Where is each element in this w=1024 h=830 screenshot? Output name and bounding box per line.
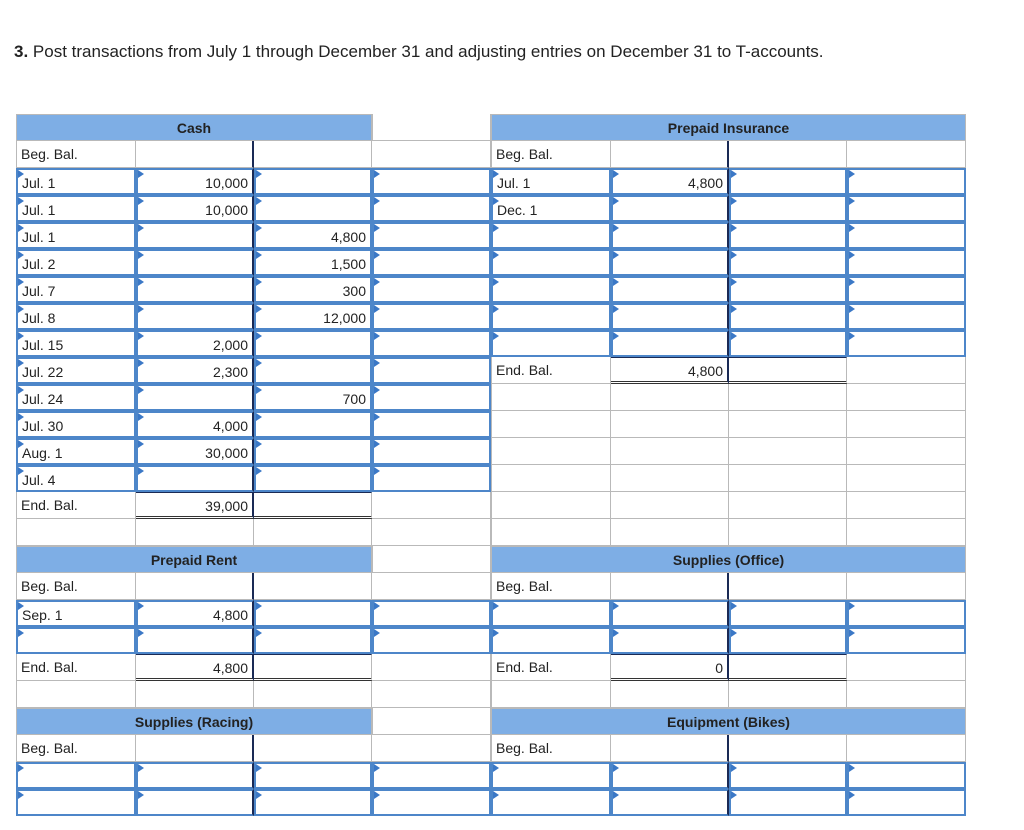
- t-account-row: [16, 141, 988, 168]
- debit-entry-field[interactable]: [611, 249, 729, 276]
- spacer-row: [16, 411, 988, 438]
- row-label: Beg. Bal.: [16, 573, 136, 600]
- credit-amount: [729, 141, 847, 168]
- credit-entry-field[interactable]: [729, 303, 847, 330]
- t-account-row: [16, 573, 988, 600]
- credit-entry-field[interactable]: [729, 249, 847, 276]
- spacer-cell: [491, 411, 611, 438]
- date-entry-field[interactable]: [491, 249, 611, 276]
- debit-amount: 4,800: [611, 357, 729, 384]
- extra-entry-field[interactable]: [847, 249, 966, 276]
- credit-entry-field[interactable]: [729, 330, 847, 357]
- row-label: Beg. Bal.: [16, 735, 136, 762]
- spacer-cell: [491, 438, 611, 465]
- extra-cell: [847, 654, 966, 681]
- t-account-row: [16, 654, 988, 681]
- credit-entry-field[interactable]: [729, 195, 847, 222]
- debit-entry-field[interactable]: [611, 789, 729, 816]
- date-entry-field[interactable]: Dec. 1: [491, 195, 611, 222]
- t-account-row: [16, 735, 988, 762]
- spacer-cell: [847, 492, 966, 519]
- account-title: Equipment (Bikes): [491, 708, 966, 735]
- extra-entry-field[interactable]: [847, 168, 966, 195]
- debit-entry-field[interactable]: [611, 195, 729, 222]
- date-entry-field[interactable]: Jul. 7: [16, 276, 136, 303]
- debit-entry-field[interactable]: 30,000: [136, 438, 254, 465]
- extra-entry-field[interactable]: [847, 276, 966, 303]
- debit-entry-field[interactable]: [611, 222, 729, 249]
- credit-entry-field[interactable]: 300: [254, 276, 372, 303]
- debit-entry-field[interactable]: 10,000: [136, 195, 254, 222]
- credit-entry-field[interactable]: [729, 627, 847, 654]
- credit-entry-field[interactable]: [729, 762, 847, 789]
- spacer-cell: [611, 681, 729, 708]
- extra-entry-field[interactable]: [847, 762, 966, 789]
- date-entry-field[interactable]: Jul. 15: [16, 330, 136, 357]
- spacer-cell: [491, 681, 611, 708]
- date-entry-field[interactable]: [491, 762, 611, 789]
- date-entry-field[interactable]: [491, 276, 611, 303]
- spacer-cell: [729, 519, 847, 546]
- date-entry-field[interactable]: [491, 600, 611, 627]
- extra-entry-field[interactable]: [847, 330, 966, 357]
- debit-entry-field[interactable]: 2,000: [136, 330, 254, 357]
- extra-entry-field[interactable]: [847, 222, 966, 249]
- credit-entry-field[interactable]: [729, 600, 847, 627]
- date-entry-field[interactable]: Jul. 4: [16, 465, 136, 492]
- row-label: End. Bal.: [16, 654, 136, 681]
- account-header-row: [16, 708, 988, 735]
- credit-entry-field[interactable]: 12,000: [254, 303, 372, 330]
- credit-entry-field[interactable]: 1,500: [254, 249, 372, 276]
- t-account-row: [16, 249, 988, 276]
- debit-amount: 4,800: [136, 654, 254, 681]
- spacer-cell: [491, 465, 611, 492]
- spacer-cell: [847, 681, 966, 708]
- debit-entry-field[interactable]: [611, 627, 729, 654]
- debit-entry-field[interactable]: 4,000: [136, 411, 254, 438]
- spacer-cell: [847, 384, 966, 411]
- debit-entry-field[interactable]: 4,800: [136, 600, 254, 627]
- t-account-row: [16, 762, 988, 789]
- extra-cell: [847, 141, 966, 168]
- spacer-cell: [611, 465, 729, 492]
- row-label: Beg. Bal.: [491, 735, 611, 762]
- spacer-cell: [729, 492, 847, 519]
- date-entry-field[interactable]: [491, 330, 611, 357]
- credit-amount: [729, 357, 847, 384]
- t-accounts-worksheet: [16, 114, 988, 830]
- t-account-row: [16, 627, 988, 654]
- question-number: 3.: [14, 42, 29, 61]
- row-label: Beg. Bal.: [16, 141, 136, 168]
- date-entry-field[interactable]: Jul. 1: [16, 195, 136, 222]
- spacer-cell: [491, 384, 611, 411]
- debit-entry-field[interactable]: [611, 600, 729, 627]
- t-account-row: [16, 168, 988, 195]
- t-account-row: [16, 600, 988, 627]
- credit-amount: [729, 654, 847, 681]
- row-label: End. Bal.: [491, 357, 611, 384]
- debit-amount: 39,000: [136, 492, 254, 519]
- date-entry-field[interactable]: Aug. 1: [16, 438, 136, 465]
- debit-entry-field[interactable]: [611, 303, 729, 330]
- t-account-row: [16, 195, 988, 222]
- spacer-cell: [847, 411, 966, 438]
- spacer-cell: [491, 519, 611, 546]
- spacer-row: [16, 438, 988, 465]
- account-title: Prepaid Rent: [16, 546, 372, 573]
- credit-amount: [729, 573, 847, 600]
- extra-entry-field[interactable]: [847, 627, 966, 654]
- spacer-cell: [729, 681, 847, 708]
- date-entry-field[interactable]: Jul. 8: [16, 303, 136, 330]
- credit-amount: [729, 735, 847, 762]
- t-account-row: [16, 330, 988, 357]
- date-entry-field[interactable]: Jul. 22: [16, 357, 136, 384]
- spacer-cell: [611, 384, 729, 411]
- account-title: Cash: [16, 114, 372, 141]
- date-entry-field[interactable]: [491, 627, 611, 654]
- credit-entry-field[interactable]: [729, 168, 847, 195]
- credit-entry-field[interactable]: 4,800: [254, 222, 372, 249]
- date-entry-field[interactable]: Jul. 1: [16, 168, 136, 195]
- debit-amount: [611, 573, 729, 600]
- spacer-cell: [611, 411, 729, 438]
- credit-entry-field[interactable]: 700: [254, 384, 372, 411]
- spacer-row: [16, 519, 988, 546]
- debit-entry-field[interactable]: [611, 276, 729, 303]
- debit-amount: [611, 141, 729, 168]
- spacer-cell: [491, 492, 611, 519]
- t-account-row: [16, 357, 988, 384]
- spacer-cell: [611, 519, 729, 546]
- date-entry-field[interactable]: [491, 222, 611, 249]
- date-entry-field[interactable]: Jul. 2: [16, 249, 136, 276]
- spacer-cell: [847, 438, 966, 465]
- credit-entry-field[interactable]: [729, 222, 847, 249]
- debit-amount: [611, 735, 729, 762]
- debit-amount: 0: [611, 654, 729, 681]
- extra-entry-field[interactable]: [847, 789, 966, 816]
- question-heading: [14, 42, 824, 62]
- spacer-cell: [729, 411, 847, 438]
- spacer-cell: [729, 438, 847, 465]
- t-account-row: [16, 789, 988, 816]
- t-account-row: [16, 276, 988, 303]
- date-entry-field[interactable]: Jul. 1: [491, 168, 611, 195]
- debit-entry-field[interactable]: [611, 762, 729, 789]
- row-label: End. Bal.: [16, 492, 136, 519]
- spacer-cell: [729, 384, 847, 411]
- account-title: Supplies (Racing): [16, 708, 372, 735]
- spacer-cell: [847, 465, 966, 492]
- spacer-row: [16, 681, 988, 708]
- date-entry-field[interactable]: [491, 303, 611, 330]
- debit-entry-field[interactable]: [611, 330, 729, 357]
- debit-entry-field[interactable]: 2,300: [136, 357, 254, 384]
- extra-cell: [847, 357, 966, 384]
- spacer-cell: [847, 519, 966, 546]
- date-entry-field[interactable]: Jul. 30: [16, 411, 136, 438]
- row-label: End. Bal.: [491, 654, 611, 681]
- date-entry-field[interactable]: Jul. 1: [16, 222, 136, 249]
- row-label: Beg. Bal.: [491, 573, 611, 600]
- extra-entry-field[interactable]: [847, 600, 966, 627]
- extra-cell: [847, 573, 966, 600]
- account-title: Supplies (Office): [491, 546, 966, 573]
- account-header-row: [16, 114, 988, 141]
- extra-cell: [847, 735, 966, 762]
- date-entry-field[interactable]: Sep. 1: [16, 600, 136, 627]
- spacer-cell: [729, 465, 847, 492]
- extra-entry-field[interactable]: [847, 303, 966, 330]
- account-title: Prepaid Insurance: [491, 114, 966, 141]
- date-entry-field[interactable]: [491, 789, 611, 816]
- spacer-row: [16, 465, 988, 492]
- spacer-cell: [611, 438, 729, 465]
- question-text: Post transactions from July 1 through December 31 and adjusting entries on December 31 to T-accounts.: [32, 42, 824, 61]
- credit-entry-field[interactable]: [729, 276, 847, 303]
- date-entry-field[interactable]: Jul. 24: [16, 384, 136, 411]
- credit-entry-field[interactable]: [729, 789, 847, 816]
- debit-entry-field[interactable]: 4,800: [611, 168, 729, 195]
- account-header-row: [16, 546, 988, 573]
- t-account-row: [16, 303, 988, 330]
- spacer-cell: [611, 492, 729, 519]
- spacer-row: [16, 384, 988, 411]
- spacer-row: [16, 492, 988, 519]
- extra-entry-field[interactable]: [847, 195, 966, 222]
- row-label: Beg. Bal.: [491, 141, 611, 168]
- t-account-row: [16, 222, 988, 249]
- debit-entry-field[interactable]: 10,000: [136, 168, 254, 195]
